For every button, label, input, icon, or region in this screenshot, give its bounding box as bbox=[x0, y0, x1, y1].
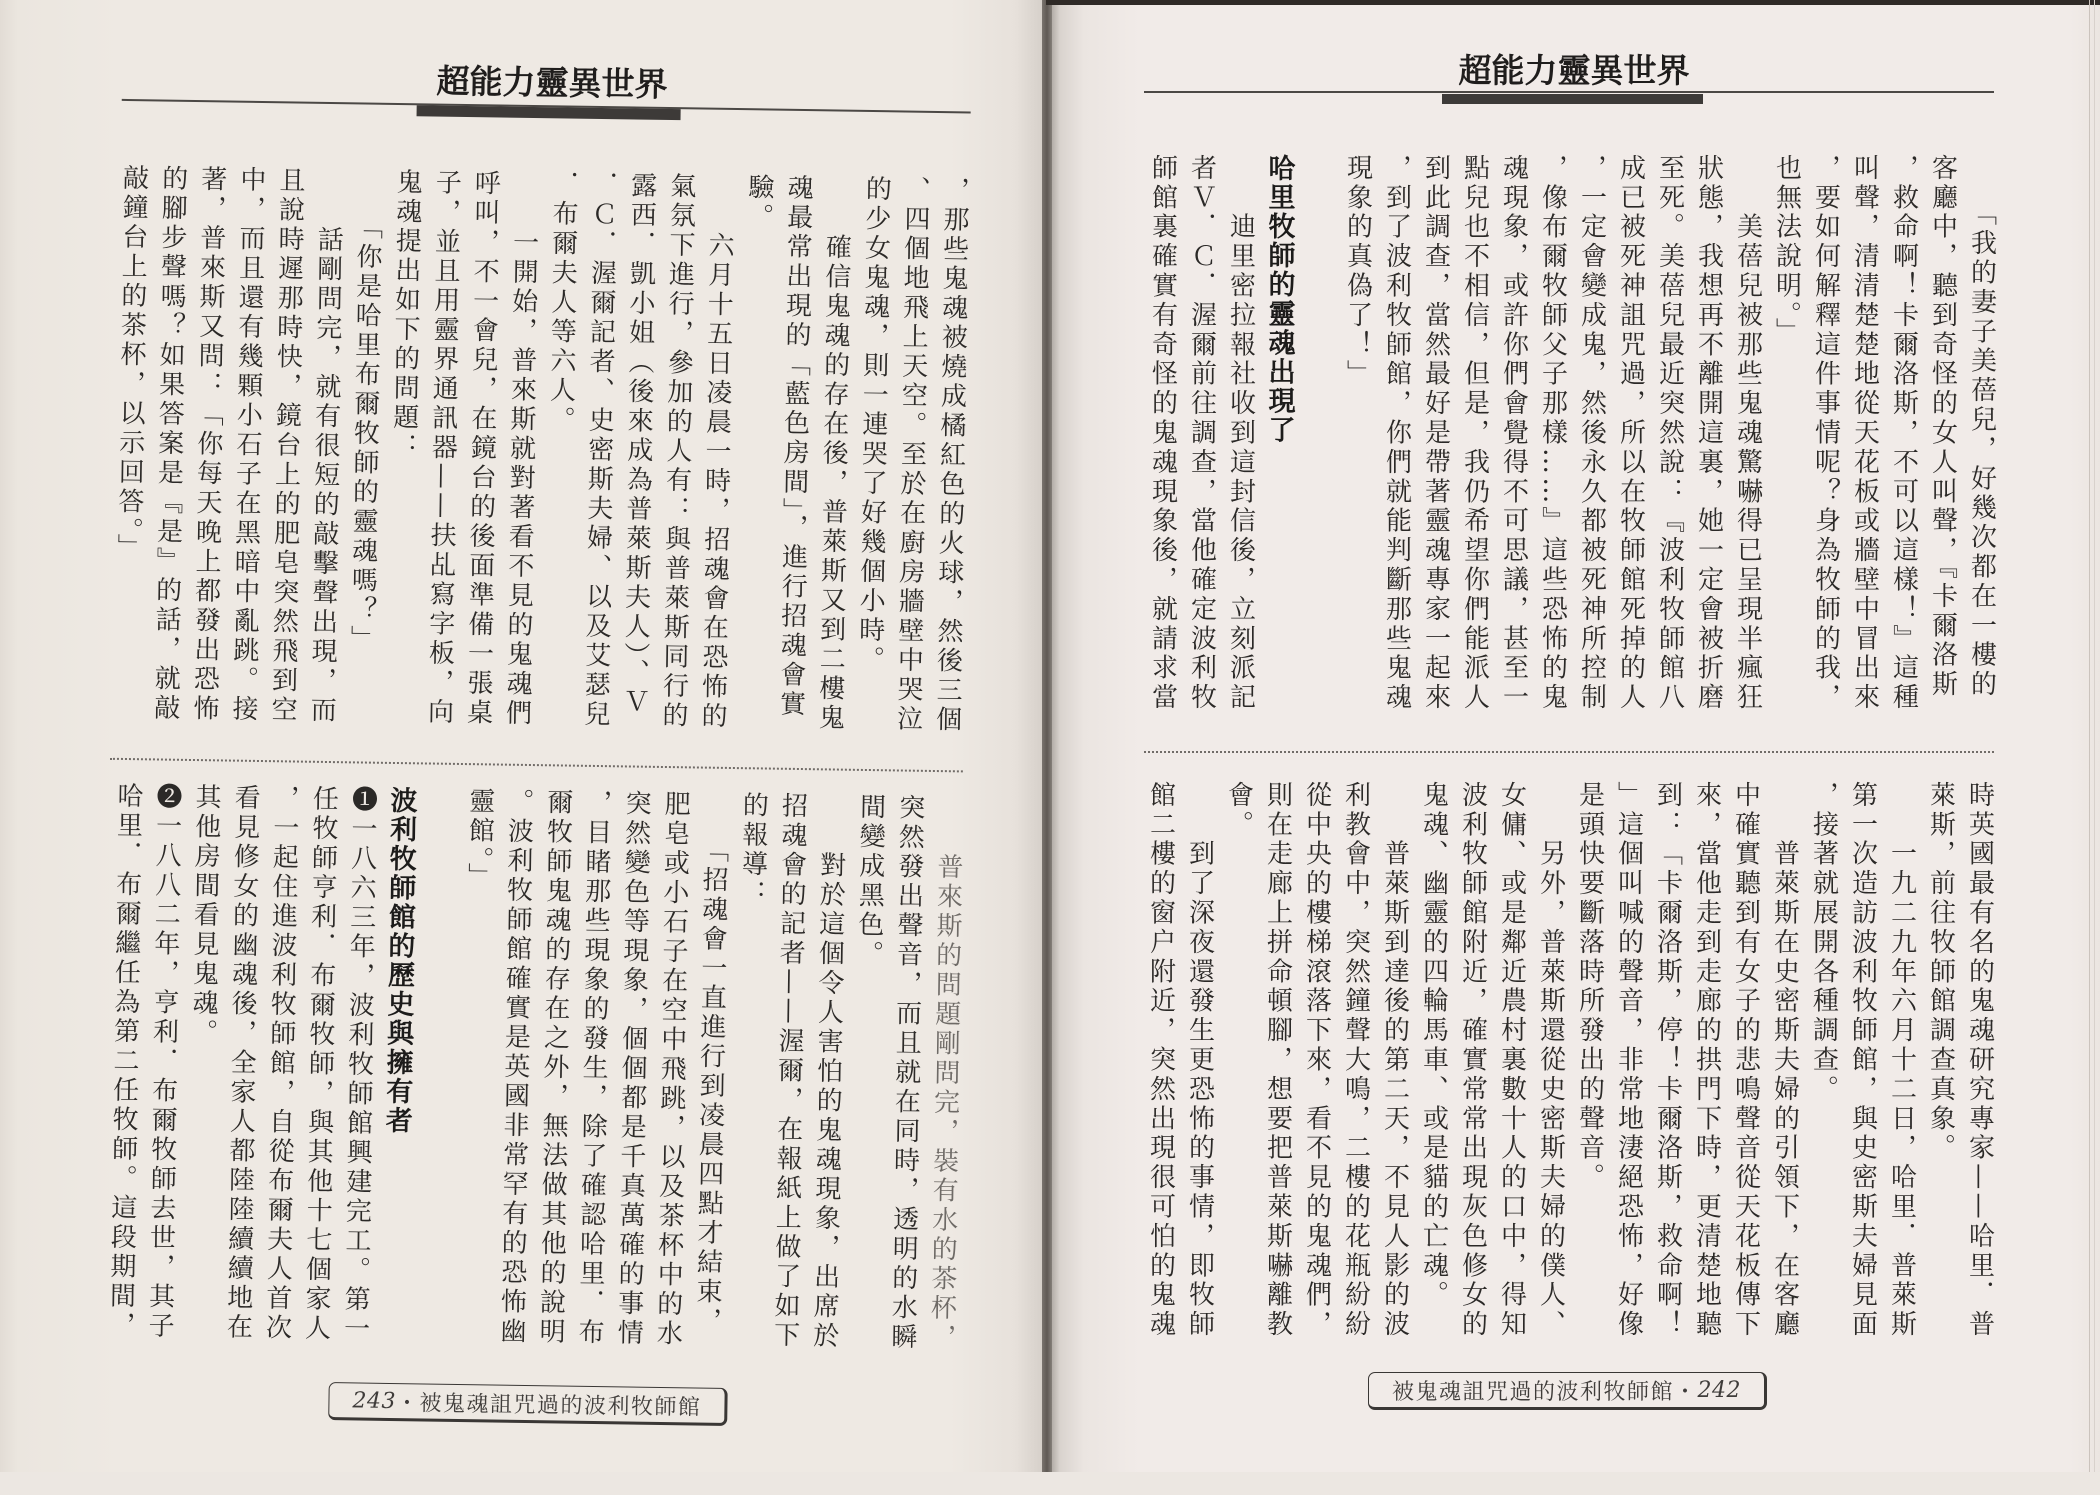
text-column: 氣氛下進行，參加的人有：與普萊斯同行的 bbox=[657, 171, 697, 731]
text-column: 一九二九年六月十二日，哈里．普萊斯 bbox=[1886, 780, 1917, 1340]
text-column: 「我的妻子美蓓兒，好幾次都在一樓的 bbox=[1966, 153, 1997, 700]
text-column: 敲鐘台上的茶杯，以示回答。」 bbox=[112, 163, 149, 563]
text-column: 普萊斯到達後的第二天，不見人影的波 bbox=[1379, 780, 1410, 1340]
text-column: ，像布爾牧師父子那樣……』這些恐怖的鬼 bbox=[1537, 153, 1568, 713]
text-column: 第一次造訪波利牧師館，與史密斯夫婦見面 bbox=[1847, 780, 1878, 1340]
text-column: 。波利牧師館確實是英國非常罕有的恐怖幽 bbox=[495, 787, 535, 1347]
page-footer bbox=[1368, 1372, 1767, 1410]
text-column: 至死。美蓓兒最近突然說：『波利牧師館八 bbox=[1654, 153, 1685, 713]
text-column: 鬼魂提出如下的問題： bbox=[388, 167, 423, 462]
footer-separator: ・ bbox=[1674, 1379, 1698, 1405]
text-column: 來，當他走到走廊的拱門下時，更清楚地聽 bbox=[1691, 780, 1722, 1340]
text-column: 叫聲，清清楚楚地從天花板或牆壁中冒出來 bbox=[1849, 153, 1880, 713]
text-column: 普來斯的問題剛問完，裝有水的茶杯， bbox=[925, 793, 965, 1353]
text-column: 鬼魂、幽靈的四輪馬車、或是貓的亡魂。 bbox=[1418, 780, 1449, 1310]
text-column: 「你是哈里布爾牧師的靈魂嗎？」 bbox=[346, 166, 384, 655]
text-column: ，那些鬼魂被燒成橘紅色的火球，然後三個 bbox=[931, 175, 970, 735]
text-column: 招魂會的記者——渥爾，在報紙上做了如下 bbox=[769, 791, 808, 1351]
lower-text-block bbox=[1141, 781, 1999, 1343]
text-column: 肥皂或小石子在空中飛跳，以及茶杯中的水 bbox=[652, 789, 691, 1349]
header-bar bbox=[1442, 94, 1703, 104]
header-rule bbox=[1144, 91, 1994, 93]
text-column: 一開始，普來斯就對著看不見的鬼魂們 bbox=[501, 169, 540, 729]
text-column: 驗。 bbox=[743, 172, 775, 232]
text-column: 魂現象，或許你們會覺得不可思議，甚至一 bbox=[1498, 153, 1529, 713]
text-column: 爾牧師鬼魂的存在之外，無法做其他的說明 bbox=[534, 787, 574, 1347]
text-column: 、四個地飛上天空。至於在廚房牆壁中哭泣 bbox=[892, 174, 931, 734]
page-number: 242 bbox=[1697, 1377, 1742, 1403]
text-column: ，救命啊！卡爾洛斯，不可以這樣！』這種 bbox=[1888, 153, 1919, 713]
text-column: 會。 bbox=[1223, 780, 1254, 840]
text-column: 六月十五日凌晨一時，招魂會在恐怖的 bbox=[696, 172, 736, 732]
text-column: 普萊斯在史密斯夫婦的引領下，在客廳 bbox=[1769, 780, 1800, 1340]
text-column: 美蓓兒被那些鬼魂驚嚇得已呈現半瘋狂 bbox=[1732, 153, 1763, 713]
upper-text-block bbox=[1143, 154, 2001, 716]
text-column: 女傭、或是鄰近農村裏數十人的口中，得知 bbox=[1496, 780, 1527, 1340]
text-column: ．Ｃ．渥爾記者、史密斯夫婦、以及艾瑟兒 bbox=[579, 170, 618, 730]
footer-chapter-title: 被鬼魂詛咒過的波利牧師館 bbox=[1391, 1379, 1674, 1405]
text-column: 點兒也不相信，但是，我仍希望你們能派人 bbox=[1459, 153, 1490, 713]
text-column: 到此調查，當然最好是帶著靈魂專家一起來 bbox=[1420, 153, 1451, 713]
text-column: ，到了波利牧師館，你們就能判斷那些鬼魂 bbox=[1381, 153, 1412, 713]
text-column: 時英國最有名的鬼魂研究專家——哈里．普 bbox=[1964, 780, 1995, 1340]
text-column: 靈館。」 bbox=[463, 786, 495, 892]
running-head-title: 超能力靈異世界 bbox=[436, 61, 668, 104]
text-column: 子，並且用靈界通訊器——扶乩寫字板，向 bbox=[423, 167, 462, 727]
footer-separator: ・ bbox=[395, 1390, 420, 1416]
text-column: 且說時遲那時快，鏡台上的肥皂突然飛到空 bbox=[266, 165, 306, 725]
text-column: 的報導： bbox=[736, 790, 769, 909]
text-column: 呼叫，不一會兒，在鏡台的後面準備一張桌 bbox=[462, 168, 501, 728]
text-column: 從中央的樓梯滾落下來，看不見的鬼魂們， bbox=[1301, 780, 1332, 1340]
text-column: 著，普來斯又問：「你每天晚上都發出恐怖 bbox=[188, 164, 228, 724]
text-column: 中確實聽到有女子的悲鳴聲音從天花板傳下 bbox=[1730, 780, 1761, 1340]
blank-column bbox=[1299, 154, 1338, 716]
text-column: 客廳中，聽到奇怪的女人叫聲，『卡爾洛斯 bbox=[1927, 153, 1958, 700]
text-column: 露西．凱小姐（後來成為普萊斯夫人）、Ｖ bbox=[618, 170, 657, 717]
text-column: 的少女鬼魂，則一連哭了好幾個小時。 bbox=[854, 174, 892, 675]
text-column: 是頭快要斷落時所發出的聲音。 bbox=[1574, 780, 1605, 1193]
text-column: 突然發出聲音，而且就在同時，透明的水瞬 bbox=[886, 792, 925, 1352]
text-column: 突然變色等現象，個個都是千真萬確的事情 bbox=[613, 788, 652, 1348]
text-column: 任牧師亨利．布爾牧師，與其他十七個家人 bbox=[300, 784, 339, 1344]
text-column: 萊斯，前往牧師館調查真象。 bbox=[1925, 780, 1956, 1163]
text-column: 其他房間看見鬼魂。 bbox=[187, 782, 222, 1048]
text-column: 狀態，我想再不離開這裏，她一定會被折磨 bbox=[1693, 153, 1724, 713]
text-column: ，接著就展開各種調查。 bbox=[1808, 780, 1839, 1104]
text-column: 迪里密拉報社收到這封信後，立刻派記 bbox=[1225, 153, 1256, 713]
text-column: ❷一八八二年，亨利．布爾牧師去世，其子 bbox=[143, 781, 183, 1341]
text-column: 的腳步聲嗎？如果答案是『是』的話，就敲 bbox=[149, 163, 188, 723]
section-divider bbox=[1144, 751, 1994, 753]
text-column: 利教會中，突然鐘聲大鳴，二樓的花瓶紛紛 bbox=[1340, 780, 1371, 1340]
text-column: 中，而且還有幾顆小石子在黑暗中亂跳。接 bbox=[227, 165, 267, 725]
text-column: 另外，普萊斯還從史密斯夫婦的僕人、 bbox=[1535, 780, 1566, 1340]
footer-chapter-title: 被鬼魂詛咒過的波利牧師館 bbox=[419, 1390, 702, 1421]
section-heading: 波利牧師館的歷史與擁有者 bbox=[380, 785, 417, 1135]
text-column: 對於這個令人害怕的鬼魂現象，出席於 bbox=[808, 791, 847, 1351]
text-column: ，要如何解釋這件事情呢？身為牧師的我， bbox=[1810, 153, 1841, 713]
text-column: 波利牧師館附近，確實常常出現灰色修女的 bbox=[1457, 780, 1488, 1340]
text-column: 看見修女的幽魂後，全家人都陸陸續續地在 bbox=[222, 783, 261, 1343]
text-column: 「招魂會一直進行到凌晨四點才結束， bbox=[691, 790, 730, 1337]
text-column: ，一起住進波利牧師館，自從布爾夫人首次 bbox=[261, 783, 300, 1343]
text-column: 成已被死神詛咒過，所以在牧師館死掉的人 bbox=[1615, 153, 1646, 713]
text-column: ，目睹那些現象的發生，除了確認哈里．布 bbox=[573, 788, 613, 1348]
text-column: 館二樓的窗户附近，突然出現很可怕的鬼魂 bbox=[1145, 780, 1176, 1340]
text-column: 到：「卡爾洛斯，停！卡爾洛斯，救命啊！ bbox=[1652, 780, 1683, 1340]
text-column: 話剛問完，就有很短的敲擊聲出現，而 bbox=[305, 166, 345, 726]
text-column: 師館裏確實有奇怪的鬼魂現象後，就請求當 bbox=[1147, 153, 1178, 713]
text-column: ，一定會變成鬼，然後永久都被死神所控制 bbox=[1576, 153, 1607, 713]
page-number: 243 bbox=[352, 1387, 397, 1414]
running-head-title: 超能力靈異世界 bbox=[1458, 51, 1690, 90]
text-column: 者Ｖ．Ｃ．渥爾前往調查，當他確定波利牧 bbox=[1186, 153, 1217, 713]
text-column: 現象的真偽了！」 bbox=[1342, 153, 1373, 389]
text-column: 確信鬼魂的存在後，普萊斯又到二樓鬼 bbox=[814, 173, 853, 733]
text-column: 」這個叫喊的聲音，非常地淒絕恐怖，好像 bbox=[1613, 780, 1644, 1340]
text-column: 也無法說明。」 bbox=[1771, 153, 1802, 347]
section-heading: 哈里牧師的靈魂出現了 bbox=[1263, 153, 1295, 445]
text-column: ．布爾夫人等六人。 bbox=[544, 169, 579, 435]
text-column: 間變成黑色。 bbox=[853, 792, 886, 970]
text-column: 則在走廊上拼命頓腳，想要把普萊斯嚇離教 bbox=[1262, 780, 1293, 1340]
text-column: 魂最常出現的「藍色房間」，進行招魂會實 bbox=[775, 173, 814, 720]
text-column: 到了深夜還發生更恐怖的事情，即牧師 bbox=[1184, 780, 1215, 1340]
text-column: ❶一八六三年，波利牧師館興建完工。第一 bbox=[339, 784, 378, 1344]
text-column: 哈里．布爾繼任為第二任牧師。這段期間， bbox=[104, 781, 144, 1341]
